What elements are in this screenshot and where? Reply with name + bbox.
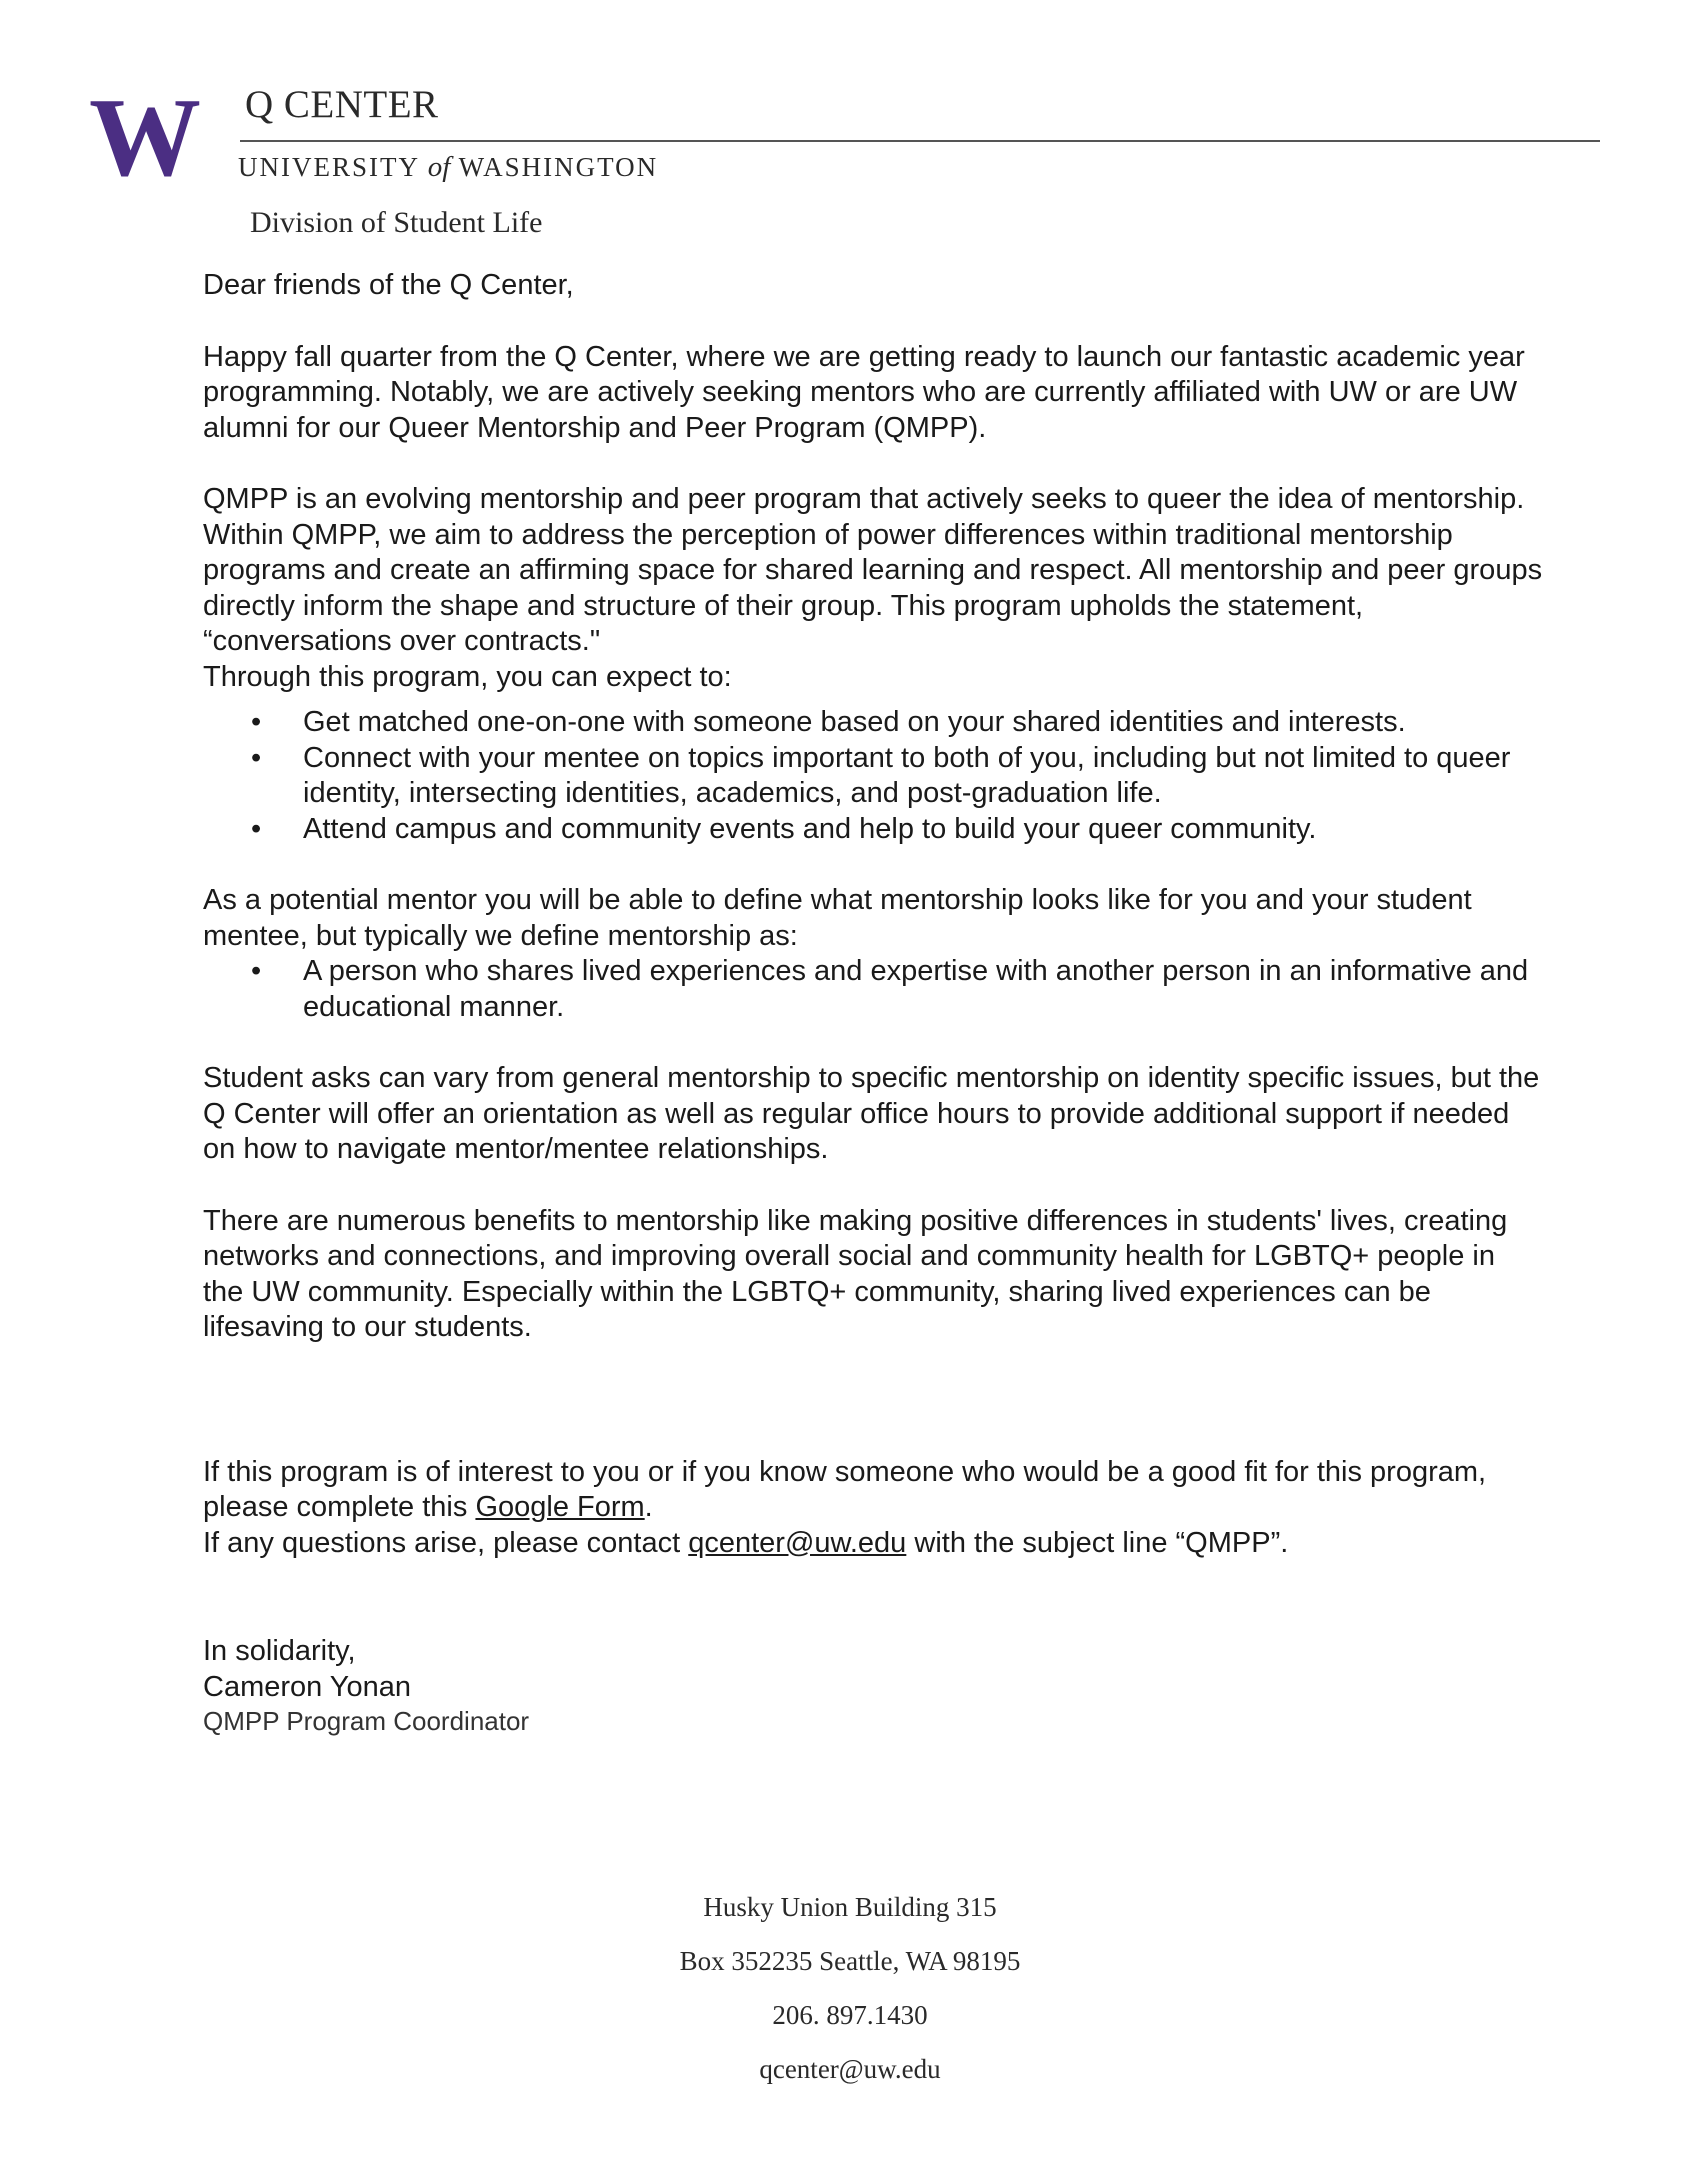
expect-list: [203, 705, 1543, 847]
interest-paragraph: [203, 1455, 1543, 1526]
mentor-lead: As a potential mentor you will be able to define what mentorship looks like for you and your student mentee, but typically we define mentorship as:: [203, 884, 1472, 952]
salutation: Dear friends of the Q Center,: [203, 269, 574, 301]
university-name-part1: UNIVERSITY: [238, 152, 419, 182]
list-item: [251, 741, 1543, 812]
interest-text: If this program is of interest to you or if you know someone who would be a good fit for this program, please complete this: [203, 1455, 1487, 1523]
footer-email: qcenter@uw.edu: [759, 2054, 941, 2084]
letterhead: [0, 0, 1700, 260]
email-link[interactable]: qcenter@uw.edu: [688, 1526, 907, 1559]
closing: In solidarity,: [203, 1635, 356, 1667]
asks-paragraph: Student asks can vary from general mentorship to specific mentorship on identity specific issues, but the Q Center will offer an orientation as well as regular office hours to provide additional support if needed on how to navigate mentor/mentee relationships.: [203, 1062, 1540, 1165]
about-paragraph: QMPP is an evolving mentorship and peer program that actively seeks to queer the idea of mentorship. Within QMPP, we aim to address the perception of power differences within traditional mentorship programs and create an affirming space for shared learning and respect. All mentorship and peer groups directly inform the shape and structure of their group. This program upholds the statement, “conversations over contracts.": [203, 483, 1543, 657]
bullet-icon: •: [251, 741, 262, 774]
footer-address: [0, 1880, 1700, 2096]
benefits-paragraph: There are numerous benefits to mentorship like making positive differences in students' lives, creating networks and connections, and improving overall social and community health for LGBTQ+ people in the UW community. Especially within the LGBTQ+ community, sharing lived experiences can be lifesaving to our students.: [203, 1204, 1508, 1343]
contact-text-end: with the subject line “QMPP”.: [906, 1526, 1289, 1559]
uw-w-logo: [84, 95, 206, 180]
list-item-text: Connect with your mentee on topics important to both of you, including but not limited to queer identity, intersecting identities, academics, and post-graduation life.: [303, 741, 1511, 809]
intro-paragraph: Happy fall quarter from the Q Center, where we are getting ready to launch our fantastic academic year programming. Notably, we are actively seeking mentors who are currently affiliated with UW or are UW alumni for our Queer Mentorship and Peer Program (QMPP).: [203, 340, 1525, 444]
google-form-link[interactable]: Google Form: [475, 1491, 645, 1523]
expect-lead: Through this program, you can expect to:: [203, 660, 732, 693]
bullet-icon: •: [251, 812, 262, 845]
signer-name: Cameron Yonan: [203, 1670, 411, 1703]
bullet-icon: •: [251, 955, 262, 987]
list-item-text: Get matched one-on-one with someone based on your shared identities and interests.: [303, 706, 1406, 738]
list-item: [251, 954, 1543, 1025]
spacer: [203, 1597, 1543, 1634]
footer-phone: 206. 897.1430: [772, 2000, 928, 2030]
center-name: Q CENTER: [245, 83, 439, 126]
list-item-text: A person who shares lived experiences and expertise with another person in an informative and educational manner.: [303, 955, 1529, 1023]
division-name: Division of Student Life: [250, 206, 543, 239]
letter-body: [203, 268, 1543, 1737]
mentor-definition-list: [203, 954, 1543, 1025]
uw-w-logo-letter: W: [89, 95, 201, 180]
university-name-of: of: [427, 151, 451, 183]
list-item-text: Attend campus and community events and help to build your queer community.: [303, 812, 1317, 845]
list-item: [251, 705, 1543, 741]
footer-building: Husky Union Building 315: [703, 1892, 997, 1922]
footer-box: Box 352235 Seattle, WA 98195: [679, 1946, 1021, 1976]
letterhead-divider: [240, 140, 1600, 142]
contact-text: If any questions arise, please contact: [203, 1526, 689, 1559]
bullet-icon: •: [251, 706, 262, 738]
interest-text-end: .: [644, 1491, 653, 1523]
list-item: [251, 812, 1543, 848]
contact-paragraph: [203, 1526, 1543, 1562]
university-name: [238, 151, 658, 184]
spacer: [203, 1382, 1543, 1455]
signature-block: [203, 1634, 1543, 1737]
university-name-part2: WASHINGTON: [458, 152, 659, 182]
signer-title: QMPP Program Coordinator: [203, 1706, 530, 1736]
